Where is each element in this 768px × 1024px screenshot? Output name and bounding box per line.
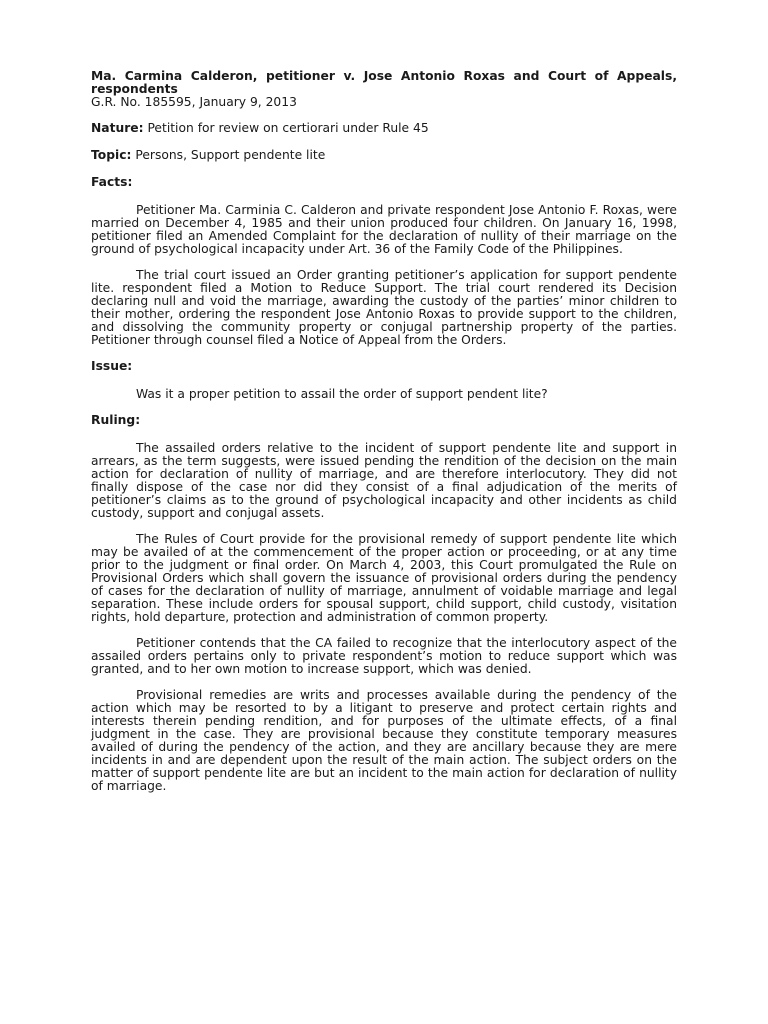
ruling-heading: Ruling: <box>91 413 141 427</box>
issue-question: Was it a proper petition to assail the order of support pendent lite? <box>136 387 548 401</box>
document-page <box>91 70 677 806</box>
nature-field <box>91 122 677 135</box>
facts-paragraph: The trial court issued an Order granting petitioner’s application for support pendente lite. respondent filed a Motion to Reduce Support. The trial court rendered its Decision declaring null and void the marriage, awarding the custody of the parties’ minor children to their mother, ordering the respondent Jose Antonio Roxas to provide support to the children, and dissolving the community property or conjugal partnership property of the parties. Petitioner through counsel filed a Notice of Appeal from the Orders. <box>91 268 677 347</box>
topic-value: Persons, Support pendente lite <box>131 148 326 162</box>
topic-field <box>91 149 677 162</box>
case-title: Ma. Carmina Calderon, petitioner v. Jose Antonio Roxas and Court of Appeals, respondents <box>91 69 677 96</box>
nature-label: Nature: <box>91 121 144 135</box>
topic-label: Topic: <box>91 148 132 162</box>
ruling-paragraph: Provisional remedies are writs and processes available during the pendency of the action which may be resorted to by a litigant to preserve and protect certain rights and interests therein pending rendition, and for purposes of the ultimate effects, of a final judgment in the case. They are provisional because they constitute temporary measures availed of during the pendency of the action, and they are ancillary because they are mere incidents in and are dependent upon the result of the main action. The subject orders on the matter of support pendente lite are but an incident to the main action for declaration of nullity of marriage. <box>91 688 677 793</box>
ruling-paragraph: The assailed orders relative to the incident of support pendente lite and support in arrears, as the term suggests, were issued pending the rendition of the decision on the main action for declaration of nullity of marriage, and are therefore interlocutory. They did not finally dispose of the case nor did they consist of a final adjudication of the merits of petitioner’s claims as to the ground of psychological incapacity and other incidents as child custody, support and conjugal assets. <box>91 441 677 520</box>
issue-heading: Issue: <box>91 359 133 373</box>
facts-paragraph: Petitioner Ma. Carminia C. Calderon and private respondent Jose Antonio F. Roxas, were married on December 4, 1985 and their union produced four children. On January 16, 1998, petitioner filed an Amended Complaint for the declaration of nullity of their marriage on the ground of psychological incapacity under Art. 36 of the Family Code of the Philippines. <box>91 203 677 256</box>
ruling-paragraph: Petitioner contends that the CA failed to recognize that the interlocutory aspect of the assailed orders pertains only to private respondent’s motion to reduce support which was granted, and to her own motion to increase support, which was denied. <box>91 636 677 676</box>
nature-value: Petition for review on certiorari under Rule 45 <box>143 121 429 135</box>
case-citation: G.R. No. 185595, January 9, 2013 <box>91 95 297 109</box>
ruling-paragraph: The Rules of Court provide for the provisional remedy of support pendente lite which may be availed of at the commencement of the proper action or proceeding, or at any time prior to the judgment or final order. On March 4, 2003, this Court promulgated the Rule on Provisional Orders which shall govern the issuance of provisional orders during the pendency of cases for the declaration of nullity of marriage, annulment of voidable marriage and legal separation. These include orders for spousal support, child support, child custody, visitation rights, hold departure, protection and administration of common property. <box>91 532 677 624</box>
facts-heading: Facts: <box>91 175 133 189</box>
